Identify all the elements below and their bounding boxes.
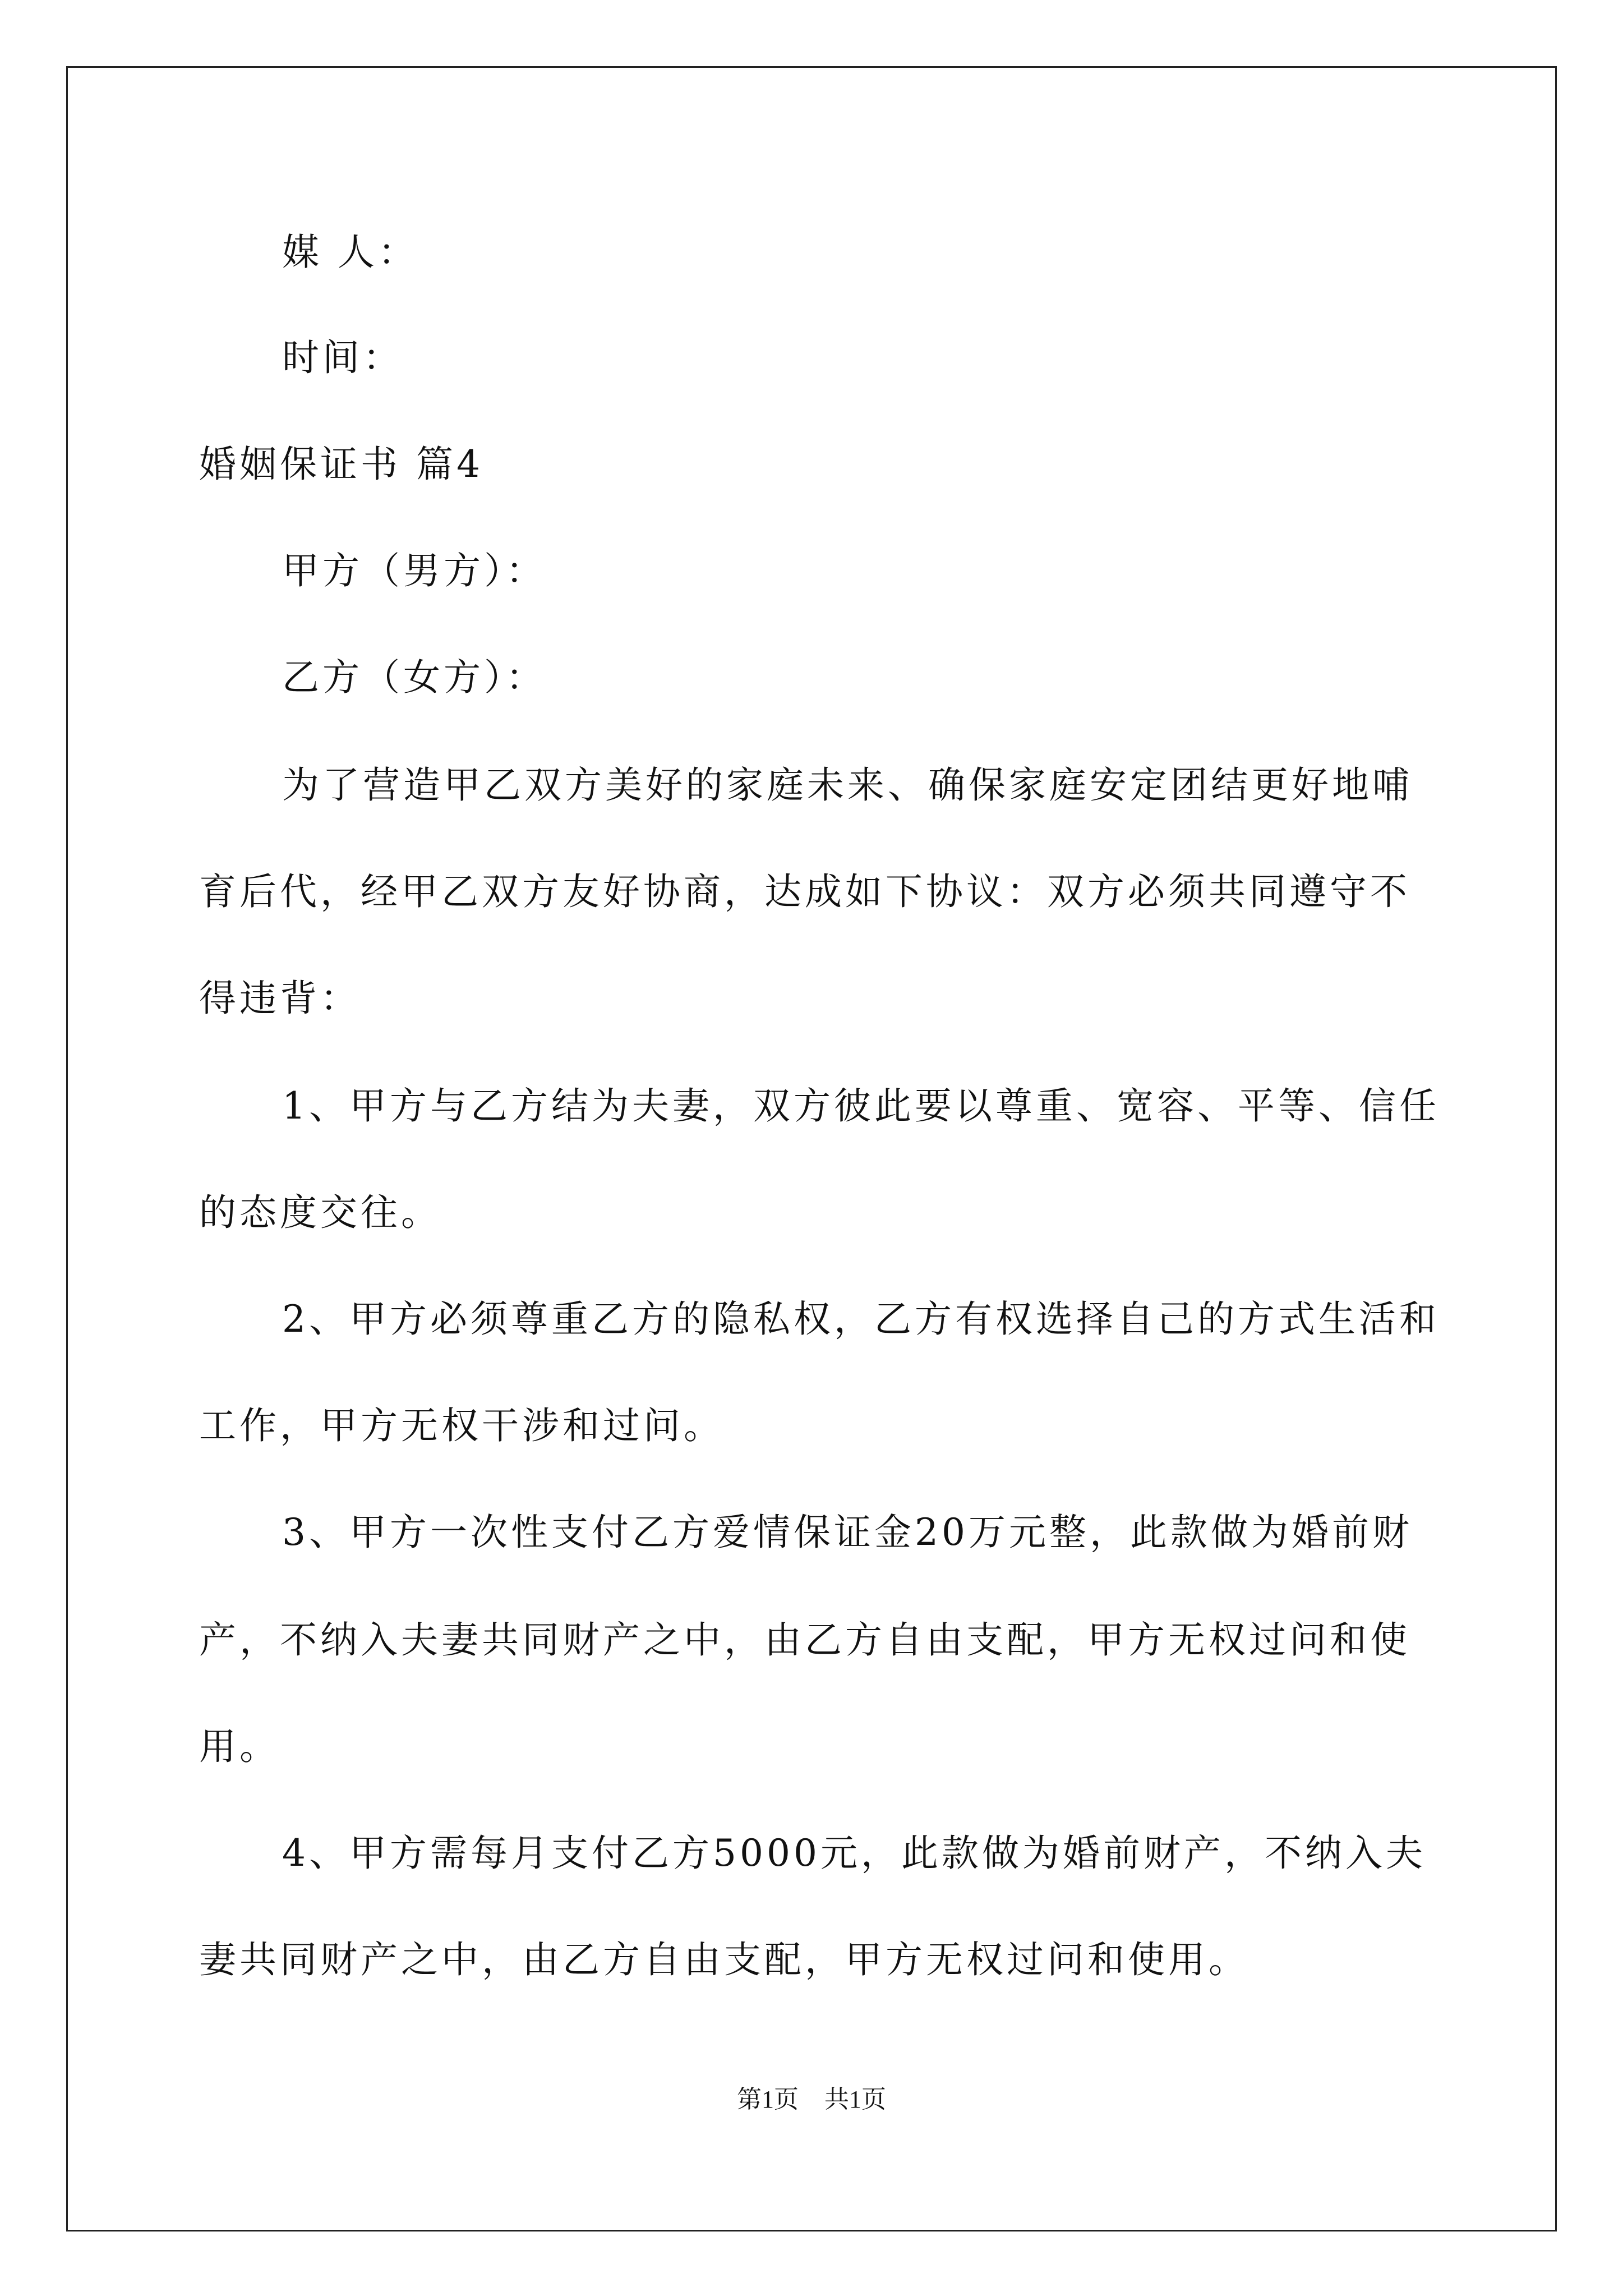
page-footer <box>0 2084 1623 2115</box>
page-number: 第1页 <box>737 2086 799 2113</box>
matchmaker-label: 媒 人： <box>282 231 418 274</box>
clause-4-line-2: 妻共同财产之中，由乙方自由支配，甲方无权过问和使用。 <box>199 1938 1249 1981</box>
preamble-line-2: 育后代，经甲乙双方友好协商，达成如下协议：双方必须共同遵守不 <box>199 870 1410 913</box>
preamble-line-1: 为了营造甲乙双方美好的家庭未来、确保家庭安定团结更好地哺 <box>282 763 1413 807</box>
date-label: 时间： <box>282 336 403 379</box>
clause-3-line-3: 用。 <box>199 1725 280 1768</box>
clause-2-line-2: 工作，甲方无权干涉和过问。 <box>199 1404 724 1447</box>
page-total: 共1页 <box>824 2086 886 2113</box>
section-heading: 婚姻保证书 篇4 <box>199 443 483 486</box>
preamble-line-3: 得违背： <box>199 977 361 1020</box>
party-a-label: 甲方（男方）： <box>282 549 546 592</box>
page-border <box>66 66 1557 2231</box>
clause-2-line-1: 2、甲方必须尊重乙方的隐私权，乙方有权选择自己的方式生活和 <box>282 1297 1440 1341</box>
clause-3-line-1: 3、甲方一次性支付乙方爱情保证金20万元整，此款做为婚前财 <box>282 1511 1413 1554</box>
party-b-label: 乙方（女方）： <box>282 656 546 699</box>
clause-4-line-1: 4、甲方需每月支付乙方5000元，此款做为婚前财产，不纳入夫 <box>282 1832 1426 1875</box>
clause-3-line-2: 产，不纳入夫妻共同财产之中，由乙方自由支配，甲方无权过问和使 <box>199 1618 1410 1662</box>
clause-1-line-1: 1、甲方与乙方结为夫妻，双方彼此要以尊重、宽容、平等、信任 <box>282 1084 1440 1128</box>
clause-1-line-2: 的态度交往。 <box>199 1191 441 1234</box>
